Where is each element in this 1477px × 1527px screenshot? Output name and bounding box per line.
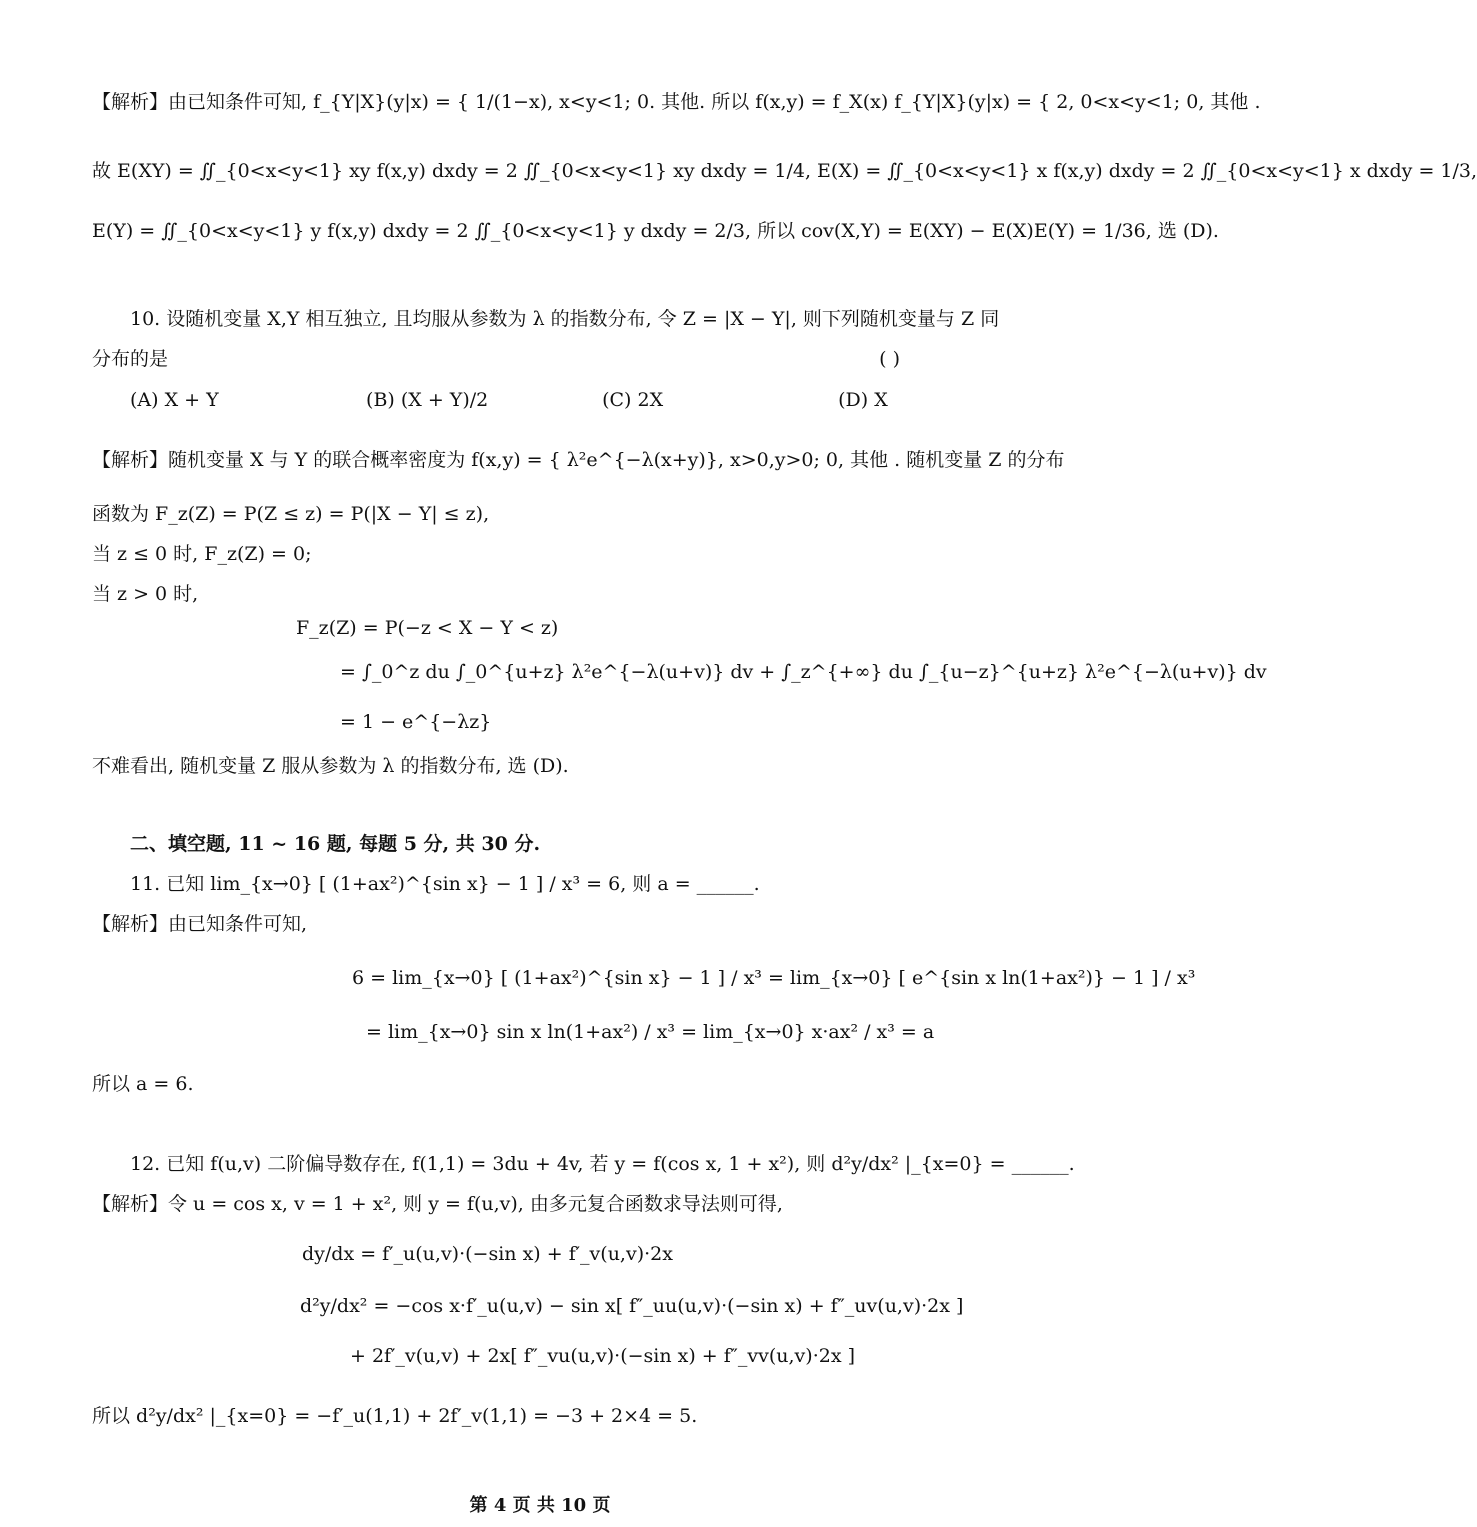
question-10-line2: [92, 345, 992, 373]
analysis-12-equation-1: dy/dx = f′_u(u,v)·(−sin x) + f′_v(u,v)·2x: [302, 1243, 673, 1265]
answer-bracket: ( ): [879, 348, 900, 370]
analysis-9-line2: 故 E(XY) = ∬_{0<x<y<1} xy f(x,y) dxdy = 2 ∬_{0<x<y<1} xy dxdy = 1/4, E(X) = ∬_{0<x<y<1} x f(x,y) dxdy = 2 ∬_{0<x<y<1} x dxdy = 1/3,: [92, 160, 1477, 182]
analysis-10-equation-1: F_z(Z) = P(−z < X − Y < z): [296, 617, 559, 639]
question-10-line1: 10. 设随机变量 X,Y 相互独立, 且均服从参数为 λ 的指数分布, 令 Z = |X − Y|, 则下列随机变量与 Z 同: [130, 308, 1000, 330]
analysis-12-equation-3: + 2f′_v(u,v) + 2x[ f″_vu(u,v)·(−sin x) + f″_vv(u,v)·2x ]: [350, 1345, 855, 1367]
analysis-10-line4: 当 z > 0 时,: [92, 583, 199, 605]
analysis-11-equation-1: 6 = lim_{x→0} [ (1+ax²)^{sin x} − 1 ] / x³ = lim_{x→0} [ e^{sin x ln(1+ax²)} − 1 ] / x³: [352, 967, 1196, 989]
analysis-11-line1: 【解析】由已知条件可知,: [92, 913, 308, 935]
analysis-11-conclusion: 所以 a = 6.: [92, 1073, 194, 1095]
analysis-9-line3: E(Y) = ∬_{0<x<y<1} y f(x,y) dxdy = 2 ∬_{0<x<y<1} y dxdy = 2/3, 所以 cov(X,Y) = E(XY) − E(X)E(Y) = 1/36, 选 (D).: [92, 220, 1219, 242]
question-12: 12. 已知 f(u,v) 二阶偏导数存在, f(1,1) = 3du + 4v, 若 y = f(cos x, 1 + x²), 则 d²y/dx² |_{x=0} = ______.: [130, 1153, 1075, 1175]
option-b: (B) (X + Y)/2: [366, 389, 489, 411]
analysis-10-conclusion: 不难看出, 随机变量 Z 服从参数为 λ 的指数分布, 选 (D).: [92, 755, 569, 777]
question-10-line2-text: 分布的是: [92, 348, 169, 370]
option-a: (A) X + Y: [130, 389, 219, 411]
question-11: 11. 已知 lim_{x→0} [ (1+ax²)^{sin x} − 1 ] / x³ = 6, 则 a = ______.: [130, 873, 760, 895]
analysis-10-equation-2: = ∫_0^z du ∫_0^{u+z} λ²e^{−λ(u+v)} dv + ∫_z^{+∞} du ∫_{u−z}^{u+z} λ²e^{−λ(u+v)} dv: [340, 661, 1267, 683]
analysis-10-line3: 当 z ≤ 0 时, F_z(Z) = 0;: [92, 543, 312, 565]
page-footer: 第 4 页 共 10 页: [469, 1495, 611, 1516]
analysis-10-line2: 函数为 F_z(Z) = P(Z ≤ z) = P(|X − Y| ≤ z),: [92, 503, 490, 525]
section-2-title: 二、填空题, 11 ~ 16 题, 每题 5 分, 共 30 分.: [130, 833, 541, 855]
option-d: (D) X: [838, 389, 888, 411]
analysis-10-equation-3: = 1 − e^{−λz}: [340, 711, 492, 733]
analysis-9-line1: 【解析】由已知条件可知, f_{Y|X}(y|x) = { 1/(1−x), x<y<1; 0. 其他. 所以 f(x,y) = f_X(x) f_{Y|X}(y|x) = { 2, 0<x<y<1; 0, 其他 .: [92, 91, 1261, 113]
analysis-12-conclusion: 所以 d²y/dx² |_{x=0} = −f′_u(1,1) + 2f′_v(1,1) = −3 + 2×4 = 5.: [92, 1405, 698, 1427]
analysis-10-line1: 【解析】随机变量 X 与 Y 的联合概率密度为 f(x,y) = { λ²e^{−λ(x+y)}, x>0,y>0; 0, 其他 . 随机变量 Z 的分布: [92, 449, 1065, 471]
option-c: (C) 2X: [602, 389, 664, 411]
question-10-options: [130, 386, 992, 414]
analysis-12-equation-2: d²y/dx² = −cos x·f′_u(u,v) − sin x[ f″_uu(u,v)·(−sin x) + f″_uv(u,v)·2x ]: [300, 1295, 964, 1317]
analysis-12-line1: 【解析】令 u = cos x, v = 1 + x², 则 y = f(u,v), 由多元复合函数求导法则可得,: [92, 1193, 783, 1215]
analysis-11-equation-2: = lim_{x→0} sin x ln(1+ax²) / x³ = lim_{x→0} x·ax² / x³ = a: [366, 1021, 935, 1043]
